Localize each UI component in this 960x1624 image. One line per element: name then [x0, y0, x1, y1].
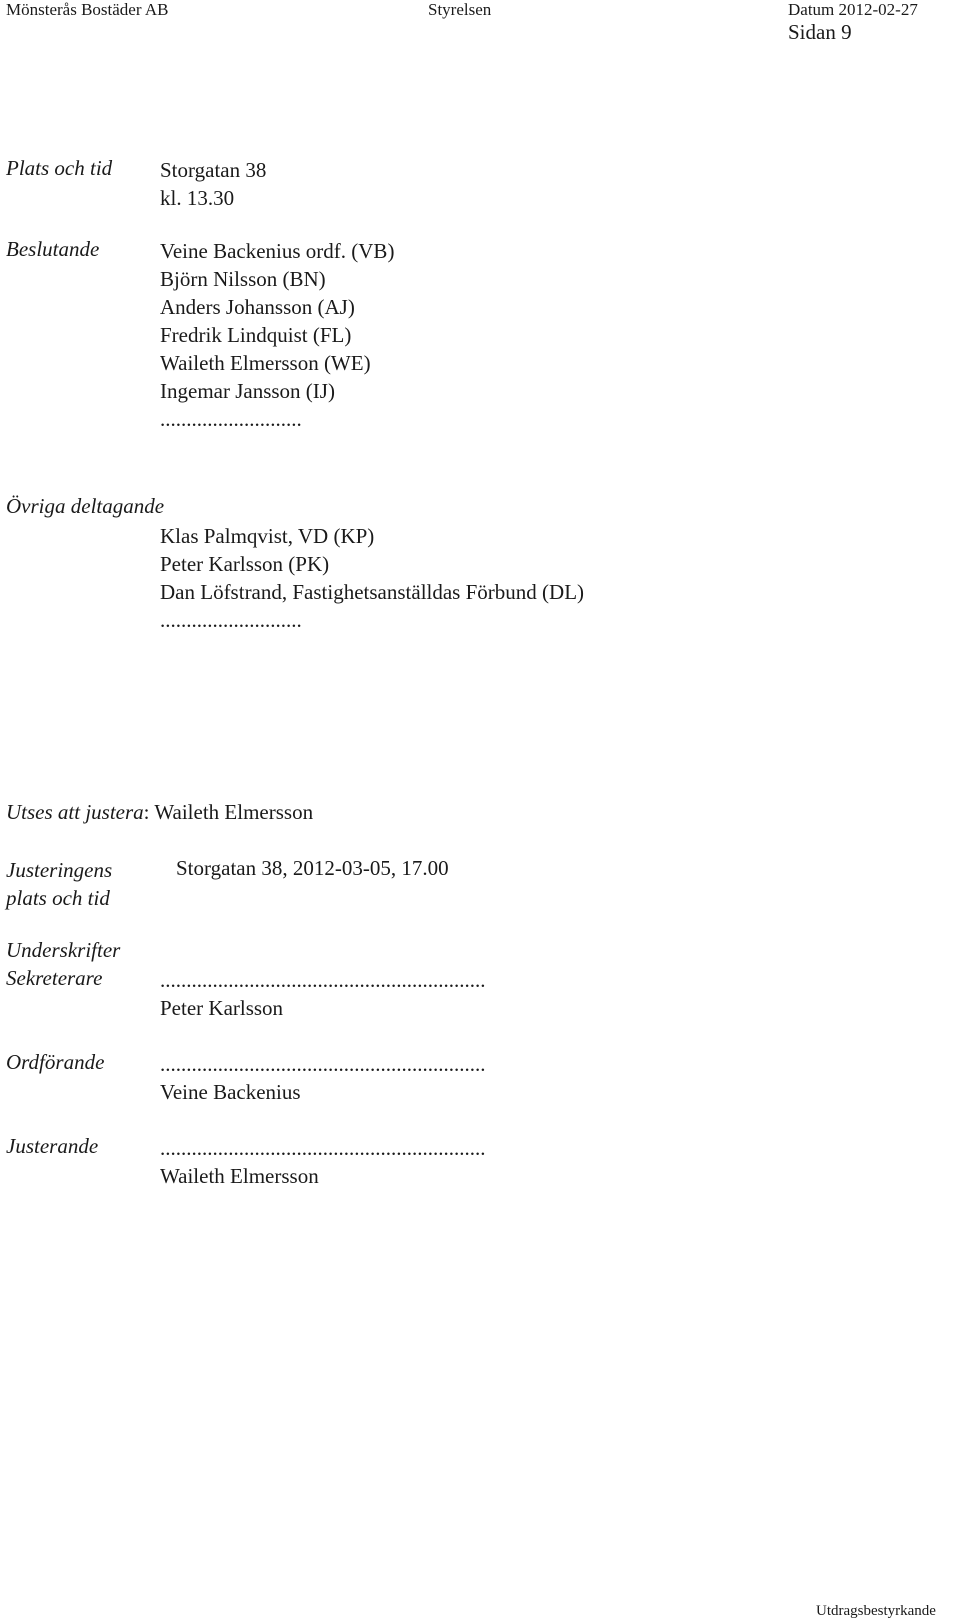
signature-role-chair: Ordförande [6, 1050, 105, 1074]
deciding-member: Anders Johansson (AJ) [160, 295, 355, 319]
signature-line: .............................................................. [160, 968, 486, 992]
signature-name: Veine Backenius [160, 1080, 301, 1104]
place-time-values [160, 156, 266, 212]
other-member: ........................... [160, 608, 302, 632]
header-date: Datum 2012-02-27 [788, 0, 918, 19]
header-company: Mönsterås Bostäder AB [6, 0, 169, 19]
others-label: Övriga deltagande [6, 494, 165, 518]
place-time-line: kl. 13.30 [160, 186, 235, 210]
deciding-member: Fredrik Lindquist (FL) [160, 323, 352, 347]
footer-certification: Utdragsbestyrkande [816, 1603, 936, 1619]
deciding-label: Beslutande [6, 237, 100, 261]
place-time-line: Storgatan 38 [160, 158, 267, 182]
signature-name: Peter Karlsson [160, 996, 284, 1020]
other-member: Dan Löfstrand, Fastighetsanställdas Förbund (DL) [160, 580, 585, 604]
signature-block-chair [160, 1050, 486, 1106]
deciding-member: ........................... [160, 407, 302, 431]
signature-line: .............................................................. [160, 1052, 486, 1076]
deciding-member: Björn Nilsson (BN) [160, 267, 326, 291]
adjuster-name: : Waileth Elmersson [143, 800, 314, 824]
other-member: Peter Karlsson (PK) [160, 552, 330, 576]
deciding-member: Ingemar Jansson (IJ) [160, 379, 335, 403]
signature-line: .............................................................. [160, 1136, 486, 1160]
signature-block-secretary [160, 966, 486, 1022]
others-members [160, 522, 584, 634]
signature-block-adjuster [160, 1134, 486, 1190]
signature-role-secretary: Sekreterare [6, 966, 103, 990]
header-page-number: Sidan 9 [788, 20, 852, 44]
adjustment-value: Storgatan 38, 2012-03-05, 17.00 [176, 856, 449, 880]
adjustment-label-line: Justeringens [6, 858, 113, 882]
deciding-members [160, 237, 394, 433]
place-time-label: Plats och tid [6, 156, 113, 180]
adjuster-line [6, 800, 313, 825]
adjustment-label [6, 856, 112, 912]
deciding-member: Waileth Elmersson (WE) [160, 351, 371, 375]
signatures-heading: Underskrifter [6, 938, 121, 962]
other-member: Klas Palmqvist, VD (KP) [160, 524, 375, 548]
signature-role-adjuster: Justerande [6, 1134, 99, 1158]
adjuster-label: Utses att justera [6, 800, 144, 824]
deciding-member: Veine Backenius ordf. (VB) [160, 239, 395, 263]
adjustment-label-line: plats och tid [6, 886, 110, 910]
signature-name: Waileth Elmersson [160, 1164, 319, 1188]
header-board: Styrelsen [428, 0, 492, 19]
